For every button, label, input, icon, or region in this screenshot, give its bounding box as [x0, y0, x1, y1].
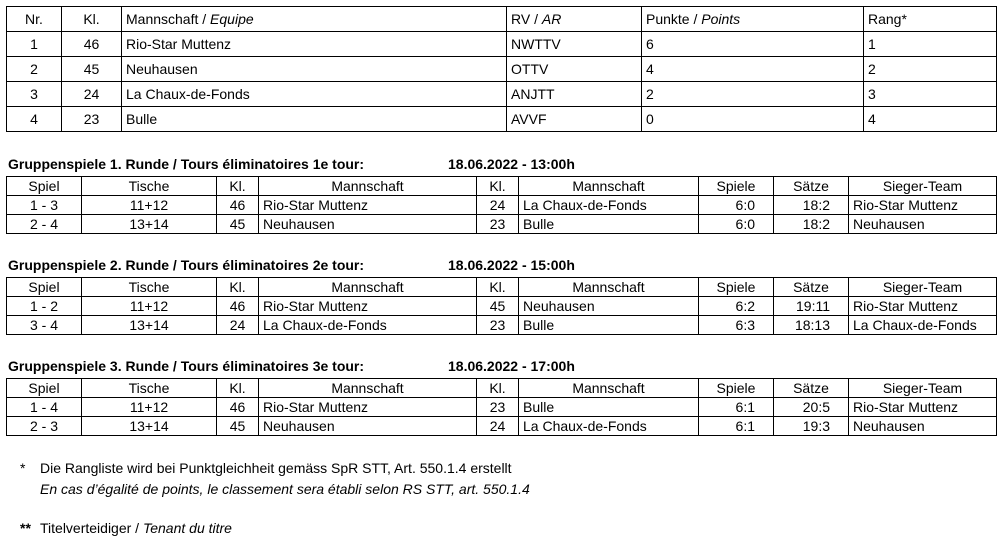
ranking-row	[7, 107, 997, 132]
header-spiele: Spiele	[699, 379, 774, 398]
ranking-team: Bulle	[122, 107, 507, 132]
game-spiel: 1 - 4	[7, 398, 82, 417]
game-kl-2: 24	[477, 196, 519, 215]
footnote-star-mark: *	[20, 460, 26, 476]
header-team-2: Mannschaft	[519, 379, 699, 398]
header-winner: Sieger-Team	[849, 177, 997, 196]
game-winner: Rio-Star Muttenz	[849, 297, 997, 316]
game-kl-2: 23	[477, 316, 519, 335]
ranking-points: 2	[642, 82, 864, 107]
header-spiele: Spiele	[699, 177, 774, 196]
game-kl-2: 23	[477, 215, 519, 234]
footnote-star-de: Die Rangliste wird bei Punktgleichheit gemäss SpR STT, Art. 550.1.4 erstellt	[40, 460, 512, 476]
ranking-table	[6, 6, 997, 132]
header-spiel: Spiel	[7, 177, 82, 196]
round-1-table	[6, 176, 997, 234]
ranking-nr: 3	[7, 82, 62, 107]
ranking-kl: 23	[62, 107, 122, 132]
ranking-rank: 4	[864, 107, 997, 132]
game-team-1: La Chaux-de-Fonds	[259, 316, 477, 335]
ranking-points: 6	[642, 32, 864, 57]
game-saetze: 20:5	[774, 398, 849, 417]
header-kl-1: Kl.	[217, 278, 259, 297]
ranking-rv: NWTTV	[507, 32, 642, 57]
game-winner: Neuhausen	[849, 215, 997, 234]
ranking-nr: 1	[7, 32, 62, 57]
game-team-2: Bulle	[519, 316, 699, 335]
game-row	[7, 398, 997, 417]
ranking-rank: 2	[864, 57, 997, 82]
game-spiel: 3 - 4	[7, 316, 82, 335]
ranking-rv: OTTV	[507, 57, 642, 82]
game-header-row	[7, 278, 997, 297]
game-row	[7, 215, 997, 234]
round-1-title	[8, 156, 575, 172]
game-row	[7, 417, 997, 436]
header-spiel: Spiel	[7, 278, 82, 297]
ranking-points: 4	[642, 57, 864, 82]
game-kl-1: 24	[217, 316, 259, 335]
footnote-star	[20, 458, 530, 500]
ranking-row	[7, 82, 997, 107]
game-team-1: Rio-Star Muttenz	[259, 398, 477, 417]
game-kl-1: 46	[217, 398, 259, 417]
footnote-star-fr: En cas d’égalité de points, le classement sera établi selon RS STT, art. 550.1.4	[40, 481, 530, 497]
game-team-2: La Chaux-de-Fonds	[519, 196, 699, 215]
ranking-rv: AVVF	[507, 107, 642, 132]
ranking-team: Neuhausen	[122, 57, 507, 82]
game-kl-1: 45	[217, 215, 259, 234]
round-3-table	[6, 378, 997, 436]
ranking-nr: 4	[7, 107, 62, 132]
game-tische: 13+14	[82, 417, 217, 436]
game-team-2: Neuhausen	[519, 297, 699, 316]
round-2-title	[8, 257, 575, 273]
game-tische: 11+12	[82, 196, 217, 215]
header-team-2: Mannschaft	[519, 177, 699, 196]
header-spiele: Spiele	[699, 278, 774, 297]
game-saetze: 19:11	[774, 297, 849, 316]
header-team-1: Mannschaft	[259, 379, 477, 398]
header-tische: Tische	[82, 278, 217, 297]
game-spiele: 6:1	[699, 398, 774, 417]
game-spiele: 6:3	[699, 316, 774, 335]
header-rv-fr: AR	[541, 11, 562, 27]
game-team-1: Neuhausen	[259, 215, 477, 234]
game-saetze: 18:13	[774, 316, 849, 335]
game-spiele: 6:2	[699, 297, 774, 316]
game-tische: 13+14	[82, 316, 217, 335]
round-3-title	[8, 358, 575, 374]
round-title-text: Gruppenspiele 1. Runde / Tours éliminatoires 1e tour:	[8, 156, 365, 172]
round-title-text: Gruppenspiele 3. Runde / Tours éliminatoires 3e tour:	[8, 358, 365, 374]
game-kl-1: 46	[217, 297, 259, 316]
game-team-1: Rio-Star Muttenz	[259, 196, 477, 215]
footnote-double-star-de: Titelverteidiger /	[40, 520, 140, 536]
game-tische: 13+14	[82, 215, 217, 234]
game-winner: Neuhausen	[849, 417, 997, 436]
ranking-team: La Chaux-de-Fonds	[122, 82, 507, 107]
footnote-double-star-fr: Tenant du titre	[142, 520, 232, 536]
round-datetime: 18.06.2022 - 17:00h	[448, 358, 575, 374]
header-kl: Kl.	[62, 7, 122, 32]
game-spiel: 2 - 4	[7, 215, 82, 234]
game-team-2: La Chaux-de-Fonds	[519, 417, 699, 436]
round-title-text: Gruppenspiele 2. Runde / Tours éliminatoires 2e tour:	[8, 257, 365, 273]
game-spiele: 6:0	[699, 215, 774, 234]
header-team-fr: Equipe	[210, 11, 254, 27]
header-kl-2: Kl.	[477, 278, 519, 297]
header-winner: Sieger-Team	[849, 278, 997, 297]
header-team: Mannschaft / Equipe	[122, 7, 507, 32]
header-points-de: Punkte	[646, 11, 690, 27]
game-spiele: 6:1	[699, 417, 774, 436]
ranking-rank: 3	[864, 82, 997, 107]
header-kl-2: Kl.	[477, 177, 519, 196]
game-tische: 11+12	[82, 398, 217, 417]
header-team-1: Mannschaft	[259, 177, 477, 196]
game-kl-1: 46	[217, 196, 259, 215]
game-saetze: 18:2	[774, 215, 849, 234]
header-kl-2: Kl.	[477, 379, 519, 398]
ranking-rank: 1	[864, 32, 997, 57]
header-team-1: Mannschaft	[259, 278, 477, 297]
round-datetime: 18.06.2022 - 13:00h	[448, 156, 575, 172]
ranking-header-row	[7, 7, 997, 32]
game-winner: La Chaux-de-Fonds	[849, 316, 997, 335]
header-spiel: Spiel	[7, 379, 82, 398]
game-team-2: Bulle	[519, 398, 699, 417]
ranking-team: Rio-Star Muttenz	[122, 32, 507, 57]
header-tische: Tische	[82, 379, 217, 398]
game-team-1: Rio-Star Muttenz	[259, 297, 477, 316]
header-saetze: Sätze	[774, 379, 849, 398]
ranking-row	[7, 32, 997, 57]
header-kl-1: Kl.	[217, 177, 259, 196]
header-rv: RV / AR	[507, 7, 642, 32]
ranking-rv: ANJTT	[507, 82, 642, 107]
ranking-points: 0	[642, 107, 864, 132]
round-2-table	[6, 277, 997, 335]
game-team-2: Bulle	[519, 215, 699, 234]
game-row	[7, 196, 997, 215]
game-kl-1: 45	[217, 417, 259, 436]
footnote-double-star	[20, 518, 232, 539]
ranking-kl: 46	[62, 32, 122, 57]
game-row	[7, 316, 997, 335]
game-winner: Rio-Star Muttenz	[849, 398, 997, 417]
game-spiel: 1 - 3	[7, 196, 82, 215]
game-header-row	[7, 379, 997, 398]
game-row	[7, 297, 997, 316]
game-spiele: 6:0	[699, 196, 774, 215]
game-spiel: 2 - 3	[7, 417, 82, 436]
header-rank: Rang*	[864, 7, 997, 32]
ranking-nr: 2	[7, 57, 62, 82]
header-winner: Sieger-Team	[849, 379, 997, 398]
header-kl-1: Kl.	[217, 379, 259, 398]
header-points-fr: Points	[701, 11, 741, 27]
game-kl-2: 23	[477, 398, 519, 417]
header-tische: Tische	[82, 177, 217, 196]
game-team-1: Neuhausen	[259, 417, 477, 436]
header-rv-de: RV	[511, 11, 531, 27]
header-nr: Nr.	[7, 7, 62, 32]
ranking-row	[7, 57, 997, 82]
ranking-kl: 24	[62, 82, 122, 107]
game-saetze: 19:3	[774, 417, 849, 436]
footnote-double-star-mark: **	[20, 520, 31, 536]
round-datetime: 18.06.2022 - 15:00h	[448, 257, 575, 273]
header-saetze: Sätze	[774, 278, 849, 297]
ranking-kl: 45	[62, 57, 122, 82]
game-spiel: 1 - 2	[7, 297, 82, 316]
game-winner: Rio-Star Muttenz	[849, 196, 997, 215]
game-tische: 11+12	[82, 297, 217, 316]
header-team-de: Mannschaft	[126, 11, 199, 27]
game-kl-2: 45	[477, 297, 519, 316]
header-saetze: Sätze	[774, 177, 849, 196]
game-saetze: 18:2	[774, 196, 849, 215]
header-team-2: Mannschaft	[519, 278, 699, 297]
game-kl-2: 24	[477, 417, 519, 436]
header-points: Punkte / Points	[642, 7, 864, 32]
game-header-row	[7, 177, 997, 196]
